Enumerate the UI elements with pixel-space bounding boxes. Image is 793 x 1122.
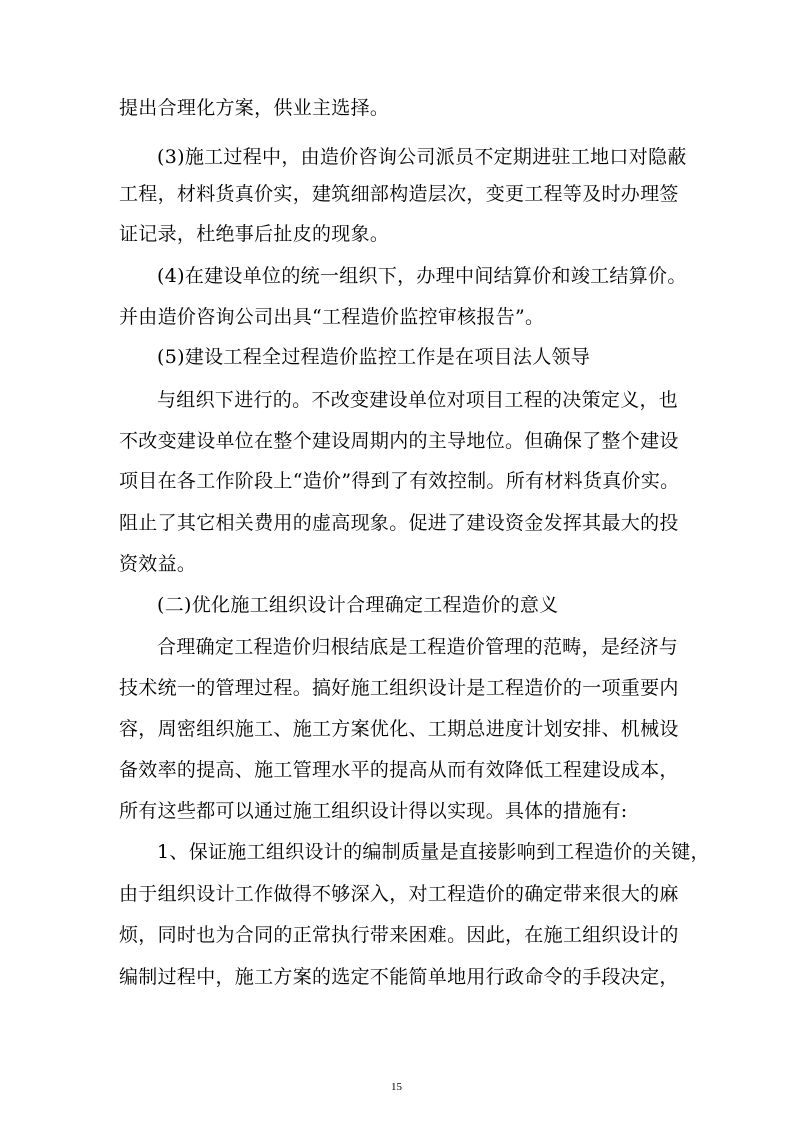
page-number: 15 xyxy=(391,1081,402,1093)
text-line-11: 阻止了其它相关费用的虚高现象。促进了建设资金发挥其最大的投 xyxy=(119,512,679,534)
text-line-16: 容，周密组织施工、施工方案优化、工期总进度计划安排、机械设 xyxy=(119,718,679,740)
text-line-10: 项目在各工作阶段上“造价”得到了有效控制。所有材料货真价实。 xyxy=(119,470,680,492)
text-line-9: 不改变建设单位在整个建设周期内的主导地位。但确保了整个建设 xyxy=(119,430,679,452)
text-line-18: 所有这些都可以通过施工组织设计得以实现。具体的措施有: xyxy=(119,800,628,822)
text-line-2: (3)施工过程中，由造价咨询公司派员不定期进驻工地口对隐蔽 xyxy=(157,146,687,168)
text-line-4: 证记录，杜绝事后扯皮的现象。 xyxy=(119,223,390,245)
text-line-22: 编制过程中，施工方案的选定不能简单地用行政命令的手段决定， xyxy=(119,966,679,988)
text-line-5: (4)在建设单位的统一组织下，办理中间结算价和竣工结算价。 xyxy=(157,265,687,287)
section-heading: (二)优化施工组织设计合理确定工程造价的意义 xyxy=(157,594,559,616)
text-line-8: 与组织下进行的。不改变建设单位对项目工程的决策定义，也 xyxy=(157,389,679,411)
text-line-3: 工程，材料货真价实，建筑细部构造层次，变更工程等及时办理签 xyxy=(119,183,679,205)
text-line-17: 备效率的提高、施工管理水平的提高从而有效降低工程建设成本， xyxy=(119,759,679,781)
text-line-20: 由于组织设计工作做得不够深入，对工程造价的确定带来很大的麻 xyxy=(119,883,679,905)
text-line-21: 烦，同时也为合同的正常执行带来困难。因此，在施工组织设计的 xyxy=(119,924,679,946)
text-line-19: 1、保证施工组织设计的编制质量是直接影响到工程造价的关键， xyxy=(157,841,710,863)
text-line-1: 提出合理化方案，供业主选择。 xyxy=(119,97,390,119)
text-line-12: 资效益。 xyxy=(119,553,197,575)
text-line-14: 合理确定工程造价归根结底是工程造价管理的范畴，是经济与 xyxy=(157,636,679,658)
text-line-15: 技术统一的管理过程。搞好施工组织设计是工程造价的一项重要内 xyxy=(119,677,679,699)
text-line-6: 并由造价咨询公司出具“工程造价监控审核报告”。 xyxy=(119,306,545,328)
text-line-7: (5)建设工程全过程造价监控工作是在项目法人领导 xyxy=(157,346,591,368)
